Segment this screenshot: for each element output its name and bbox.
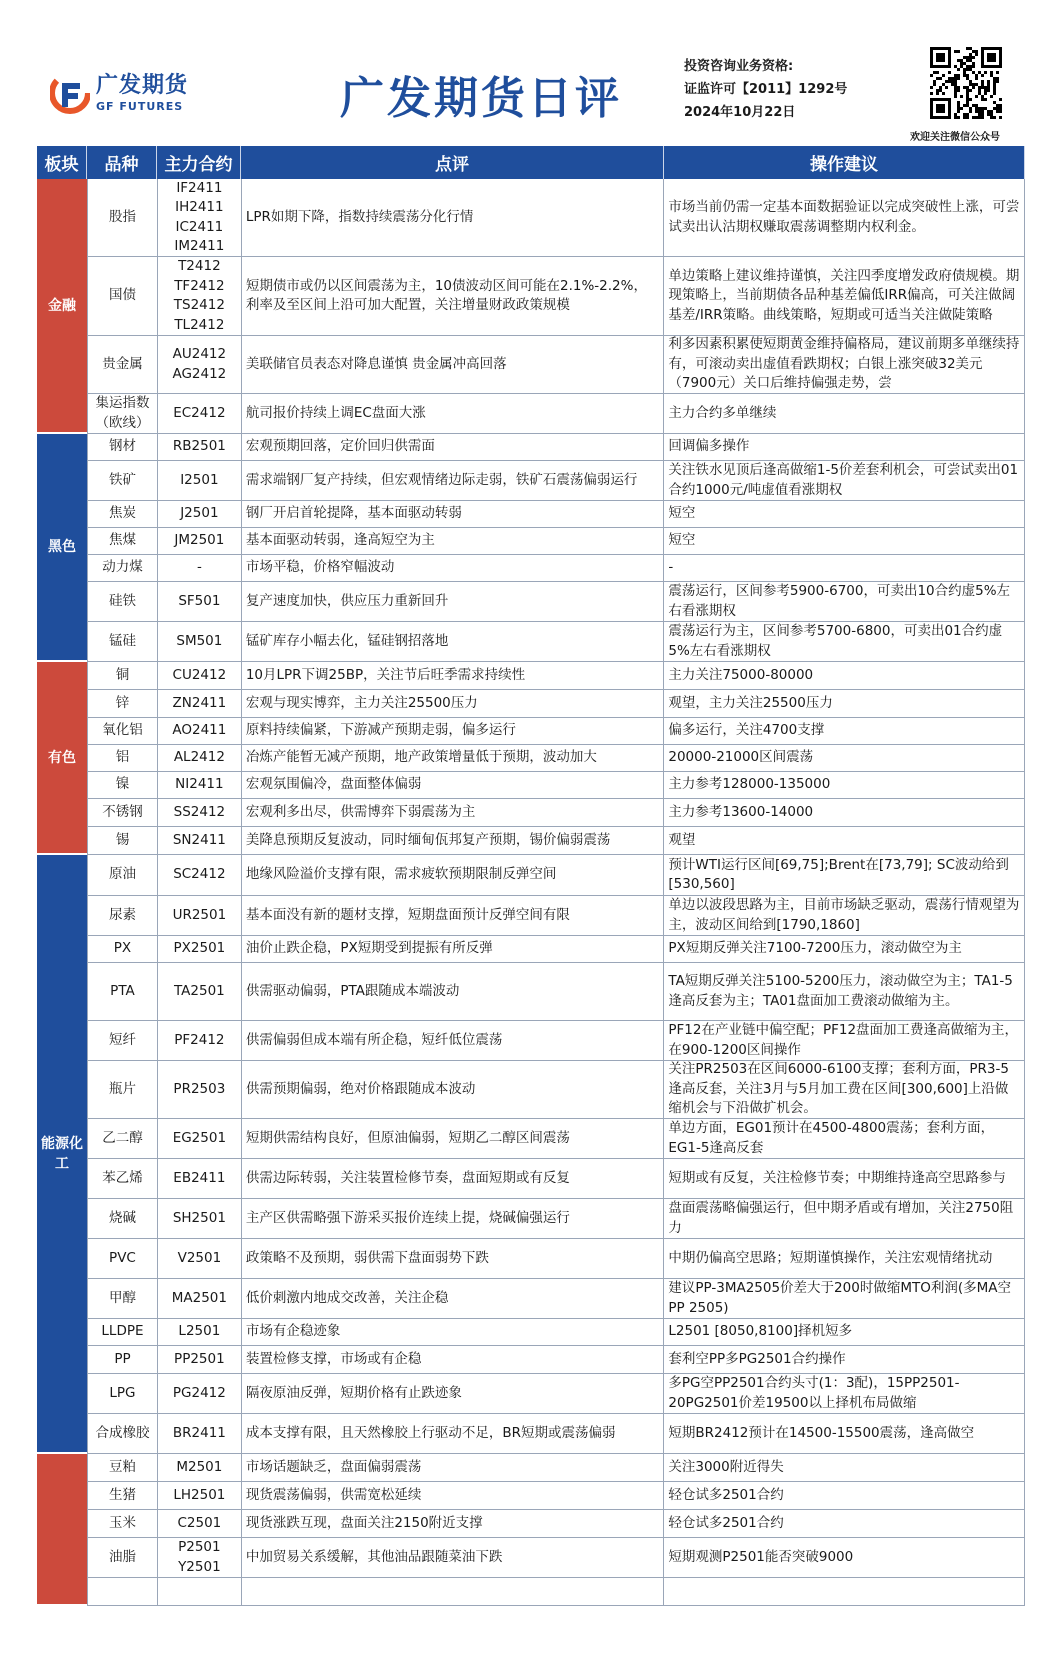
advice-cell: 20000-21000区间震荡 bbox=[663, 745, 1024, 771]
table-row bbox=[87, 772, 1024, 799]
variety-cell: 铁矿 bbox=[87, 461, 157, 500]
variety-cell: 生猪 bbox=[87, 1482, 157, 1509]
variety-cell: 焦炭 bbox=[87, 501, 157, 527]
comment-cell: 中加贸易关系缓解，其他油品跟随菜油下跌 bbox=[241, 1538, 664, 1577]
contract-cell bbox=[157, 1538, 241, 1577]
contract-cell bbox=[157, 582, 241, 621]
variety-cell: 玉米 bbox=[87, 1510, 157, 1537]
contract-code: V2501 bbox=[177, 1249, 222, 1266]
comment-cell: 需求端钢厂复产持续，但宏观情绪边际走弱，铁矿石震荡偏弱运行 bbox=[241, 461, 664, 500]
advice-cell: 观望 bbox=[663, 827, 1024, 854]
contract-cell bbox=[157, 1279, 241, 1318]
contract-code: IC2411 bbox=[175, 218, 224, 235]
contract-code: PX2501 bbox=[173, 940, 226, 957]
daily-review-table bbox=[37, 146, 1025, 1606]
table-body bbox=[37, 179, 1025, 1606]
contract-code: SC2412 bbox=[173, 866, 226, 883]
contract-code: P2501 bbox=[178, 1539, 221, 1555]
variety-cell: 油脂 bbox=[87, 1538, 157, 1577]
contract-code: RB2501 bbox=[172, 438, 226, 455]
wechat-qr-code bbox=[930, 47, 1002, 119]
table-row bbox=[87, 1538, 1024, 1578]
comment-cell: 供需驱动偏弱，PTA跟随成本端波动 bbox=[241, 963, 664, 1020]
report-date: 2024年10月22日 bbox=[684, 105, 796, 120]
contract-cell bbox=[157, 501, 241, 527]
contract-code: AU2412 bbox=[172, 346, 227, 362]
table-row bbox=[87, 1510, 1024, 1538]
contract-cell bbox=[157, 963, 241, 1020]
advice-cell: 观望，主力关注25500压力 bbox=[663, 690, 1024, 717]
contract-code: PF2412 bbox=[174, 1031, 225, 1048]
advice-cell: 主力参考128000-135000 bbox=[663, 772, 1024, 798]
comment-cell bbox=[241, 1578, 664, 1605]
contract-cell bbox=[157, 528, 241, 554]
license-number: 证监许可【2011】1292号 bbox=[684, 82, 848, 97]
comment-cell: 基本面没有新的题材支撑，短期盘面预计反弹空间有限 bbox=[241, 896, 664, 935]
contract-cell bbox=[157, 555, 241, 581]
comment-cell: 宏观预期回落，定价回归供需面 bbox=[241, 434, 664, 460]
contract-cell bbox=[157, 1374, 241, 1413]
contract-cell bbox=[157, 1199, 241, 1238]
variety-cell: 乙二醇 bbox=[87, 1119, 157, 1158]
comment-cell: 市场平稳，价格窄幅波动 bbox=[241, 555, 664, 581]
contract-code: L2501 bbox=[178, 1323, 221, 1340]
comment-cell: 供需预期偏弱，绝对价格跟随成本波动 bbox=[241, 1061, 664, 1118]
variety-cell: PP bbox=[87, 1346, 157, 1373]
comment-cell: 主产区供需略强下游采买报价连续上提，烧碱偏强运行 bbox=[241, 1199, 664, 1238]
contract-code: I2501 bbox=[180, 471, 219, 488]
column-header: 主力合约 bbox=[157, 146, 241, 179]
advice-cell: 盘面震荡略偏强运行，但中期矛盾或有增加，关注2750阻力 bbox=[663, 1199, 1024, 1238]
advice-cell: 短空 bbox=[663, 501, 1024, 527]
contract-cell bbox=[157, 1021, 241, 1060]
contract-code: IH2411 bbox=[175, 199, 224, 215]
contract-cell bbox=[157, 1414, 241, 1453]
table-row bbox=[87, 1454, 1024, 1482]
comment-cell: 钢厂开启首轮提降，基本面驱动转弱 bbox=[241, 501, 664, 527]
table-row bbox=[87, 1279, 1024, 1319]
table-row bbox=[87, 827, 1024, 855]
contract-code: SS2412 bbox=[173, 803, 226, 820]
table-row bbox=[87, 1578, 1024, 1606]
variety-cell: 国债 bbox=[87, 257, 157, 335]
contract-code: PR2503 bbox=[173, 1080, 226, 1097]
contract-cell bbox=[157, 1454, 241, 1481]
table-row bbox=[87, 257, 1024, 336]
table-row bbox=[87, 1021, 1024, 1061]
gf-futures-logo bbox=[50, 68, 210, 118]
contract-code: ZN2411 bbox=[172, 694, 227, 711]
advice-cell: 偏多运行，关注4700支撑 bbox=[663, 718, 1024, 744]
table-row bbox=[87, 555, 1024, 582]
contract-code: EG2501 bbox=[172, 1129, 227, 1146]
table-row bbox=[87, 1061, 1024, 1119]
contract-cell bbox=[157, 936, 241, 962]
contract-cell bbox=[157, 622, 241, 661]
advice-cell: 轻仓试多2501合约 bbox=[663, 1482, 1024, 1509]
table-row bbox=[87, 528, 1024, 555]
contract-cell bbox=[157, 336, 241, 393]
follow-wechat-text: 欢迎关注微信公众号 bbox=[910, 132, 1000, 143]
comment-cell: 地缘风险溢价支撑有限，需求疲软预期限制反弹空间 bbox=[241, 855, 664, 895]
variety-cell: 贵金属 bbox=[87, 336, 157, 393]
variety-cell: PTA bbox=[87, 963, 157, 1020]
variety-cell: 甲醇 bbox=[87, 1279, 157, 1318]
variety-cell: 原油 bbox=[87, 855, 157, 895]
comment-cell: 供需边际转弱，关注装置检修节奏，盘面短期或有反复 bbox=[241, 1159, 664, 1198]
variety-cell bbox=[87, 1578, 157, 1605]
comment-cell: 现货涨跌互现，盘面关注2150附近支撑 bbox=[241, 1510, 664, 1537]
advice-cell: 单边策略上建议维持谨慎，关注四季度增发政府债规模。期现策略上，当前期债各品种基差偏低IRR偏高，可关注做阔基差/IRR策略。曲线策略，短期或可适当关注做陡策略 bbox=[663, 257, 1024, 335]
comment-cell: 基本面驱动转弱，逢高短空为主 bbox=[241, 528, 664, 554]
contract-cell bbox=[157, 1319, 241, 1345]
sector-label: 黑色 bbox=[37, 434, 87, 662]
variety-cell: 锰硅 bbox=[87, 622, 157, 661]
variety-cell: 硅铁 bbox=[87, 582, 157, 621]
comment-cell: 短期债市或仍以区间震荡为主，10债波动区间可能在2.1%-2.2%，利率及至区间上沿可加大配置，关注增量财政政策规模 bbox=[241, 257, 664, 335]
contract-code: J2501 bbox=[180, 505, 219, 522]
variety-cell: 合成橡胶 bbox=[87, 1414, 157, 1453]
variety-cell: 镍 bbox=[87, 772, 157, 798]
advice-cell: L2501 [8050,8100]择机短多 bbox=[663, 1319, 1024, 1345]
advice-cell: 震荡运行为主，区间参考5700-6800，可卖出01合约虚5%左右看涨期权 bbox=[663, 622, 1024, 661]
variety-cell: 股指 bbox=[87, 179, 157, 256]
comment-cell: 油价止跌企稳，PX短期受到提振有所反弹 bbox=[241, 936, 664, 962]
contract-code: TF2412 bbox=[174, 277, 225, 294]
contract-code: SH2501 bbox=[172, 1209, 226, 1226]
contract-code: TA2501 bbox=[173, 982, 225, 999]
advice-cell: 主力参考13600-14000 bbox=[663, 799, 1024, 826]
rows-column bbox=[87, 179, 1025, 1606]
comment-cell: 成本支撑有限，且天然橡胶上行驱动不足，BR短期或震荡偏弱 bbox=[241, 1414, 664, 1453]
contract-cell bbox=[157, 1578, 241, 1605]
contract-code: NI2411 bbox=[175, 776, 224, 793]
variety-cell: 尿素 bbox=[87, 896, 157, 935]
contract-cell bbox=[157, 1159, 241, 1198]
comment-cell: 美降息预期反复波动，同时缅甸佤邦复产预期，锡价偏弱震荡 bbox=[241, 827, 664, 854]
comment-cell: 美联储官员表态对降息谨慎 贵金属冲高回落 bbox=[241, 336, 664, 393]
table-row bbox=[87, 1414, 1024, 1454]
table-row bbox=[87, 179, 1024, 257]
comment-cell: 原料持续偏紧，下游减产预期走弱，偏多运行 bbox=[241, 718, 664, 744]
advice-cell: 短期或有反复，关注检修节奏；中期维持逢高空思路参与 bbox=[663, 1159, 1024, 1198]
comment-cell: 10月LPR下调25BP，关注节后旺季需求持续性 bbox=[241, 662, 664, 689]
variety-cell: 短纤 bbox=[87, 1021, 157, 1060]
variety-cell: 不锈钢 bbox=[87, 799, 157, 826]
column-header: 操作建议 bbox=[664, 146, 1025, 179]
advice-cell: 关注铁水见顶后逢高做缩1-5价差套利机会，可尝试卖出01合约1000元/吨虚值看涨期权 bbox=[663, 461, 1024, 500]
advice-cell: PX短期反弹关注7100-7200压力，滚动做空为主 bbox=[663, 936, 1024, 962]
advice-cell: 主力合约多单继续 bbox=[663, 394, 1024, 433]
table-row bbox=[87, 936, 1024, 963]
comment-cell: 装置检修支撑，市场或有企稳 bbox=[241, 1346, 664, 1373]
comment-cell: 宏观氛围偏冷，盘面整体偏弱 bbox=[241, 772, 664, 798]
contract-cell bbox=[157, 1346, 241, 1373]
contract-cell bbox=[157, 799, 241, 826]
variety-cell: 锌 bbox=[87, 690, 157, 717]
table-row bbox=[87, 963, 1024, 1021]
logo-english-name: GF FUTURES bbox=[96, 99, 184, 113]
table-row bbox=[87, 1199, 1024, 1239]
variety-cell: 瓶片 bbox=[87, 1061, 157, 1118]
sector-label bbox=[37, 1454, 87, 1606]
table-row bbox=[87, 1159, 1024, 1199]
variety-cell: 苯乙烯 bbox=[87, 1159, 157, 1198]
comment-cell: 航司报价持续上调EC盘面大涨 bbox=[241, 394, 664, 433]
contract-code: UR2501 bbox=[172, 906, 227, 923]
advice-cell: 短期观测P2501能否突破9000 bbox=[663, 1538, 1024, 1577]
variety-cell: PX bbox=[87, 936, 157, 962]
advice-cell: 单边方面，EG01预计在4500-4800震荡；套利方面，EG1-5逢高反套 bbox=[663, 1119, 1024, 1158]
contract-code: Y2501 bbox=[178, 1558, 221, 1575]
contract-code: LH2501 bbox=[173, 1486, 226, 1503]
advice-cell: 多PG空PP2501合约头寸(1：3配)，15PP2501-20PG2501价差19500以上择机布局做缩 bbox=[663, 1374, 1024, 1413]
comment-cell: 市场有企稳迹象 bbox=[241, 1319, 664, 1345]
table-row bbox=[87, 622, 1024, 662]
advice-cell: 主力关注75000-80000 bbox=[663, 662, 1024, 689]
comment-cell: LPR如期下降，指数持续震荡分化行情 bbox=[241, 179, 664, 256]
contract-cell bbox=[157, 257, 241, 335]
table-row bbox=[87, 1374, 1024, 1414]
column-header: 板块 bbox=[37, 146, 87, 179]
contract-cell bbox=[157, 1239, 241, 1278]
column-header: 品种 bbox=[87, 146, 157, 179]
variety-cell: 铜 bbox=[87, 662, 157, 689]
contract-code: TL2412 bbox=[174, 316, 225, 333]
table-row bbox=[87, 1482, 1024, 1510]
comment-cell: 供需偏弱但成本端有所企稳，短纤低位震荡 bbox=[241, 1021, 664, 1060]
table-row bbox=[87, 745, 1024, 772]
contract-code: BR2411 bbox=[172, 1424, 226, 1441]
advice-cell bbox=[663, 1578, 1024, 1605]
variety-cell: 集运指数（欧线） bbox=[87, 394, 157, 433]
variety-cell: 焦煤 bbox=[87, 528, 157, 554]
contract-cell bbox=[157, 394, 241, 433]
sector-label: 有色 bbox=[37, 662, 87, 855]
contract-code: TS2412 bbox=[173, 297, 225, 313]
contract-cell bbox=[157, 827, 241, 854]
advice-cell: 单边以波段思路为主，目前市场缺乏驱动，震荡行情观望为主，波动区间给到[1790,1860] bbox=[663, 896, 1024, 935]
contract-code: EB2411 bbox=[173, 1169, 226, 1186]
variety-cell: PVC bbox=[87, 1239, 157, 1278]
advice-cell: 套利空PP多PG2501合约操作 bbox=[663, 1346, 1024, 1373]
contract-code: EC2412 bbox=[173, 404, 226, 421]
advice-cell: 轻仓试多2501合约 bbox=[663, 1510, 1024, 1537]
advice-cell: 短空 bbox=[663, 528, 1024, 554]
contract-code: MA2501 bbox=[171, 1289, 227, 1306]
contract-cell bbox=[157, 772, 241, 798]
contract-cell bbox=[157, 1482, 241, 1509]
advice-cell: 建议PP-3MA2505价差大于200时做缩MTO利润(多MA空PP 2505) bbox=[663, 1279, 1024, 1318]
page-title: 广发期货日评 bbox=[340, 73, 622, 124]
qualification-label: 投资咨询业务资格: bbox=[684, 59, 794, 74]
comment-cell: 宏观与现实博弈，主力关注25500压力 bbox=[241, 690, 664, 717]
contract-code: SF501 bbox=[178, 592, 221, 609]
table-header bbox=[37, 146, 1025, 179]
comment-cell: 政策略不及预期，弱供需下盘面弱势下跌 bbox=[241, 1239, 664, 1278]
contract-code: IM2411 bbox=[174, 238, 225, 254]
report-header bbox=[0, 0, 1063, 145]
column-header: 点评 bbox=[241, 146, 664, 179]
comment-cell: 复产速度加快，供应压力重新回升 bbox=[241, 582, 664, 621]
contract-code: IF2411 bbox=[176, 179, 223, 196]
table-row bbox=[87, 1119, 1024, 1159]
variety-cell: 烧碱 bbox=[87, 1199, 157, 1238]
sector-label: 能源化工 bbox=[37, 855, 87, 1454]
comment-cell: 市场话题缺乏，盘面偏弱震荡 bbox=[241, 1454, 664, 1481]
advice-cell: 市场当前仍需一定基本面数据验证以完成突破性上涨，可尝试卖出认沽期权赚取震荡调整期内权利金。 bbox=[663, 179, 1024, 256]
advice-cell: 关注3000附近得失 bbox=[663, 1454, 1024, 1481]
contract-cell bbox=[157, 662, 241, 689]
table-row bbox=[87, 434, 1024, 461]
advice-cell: PF12在产业链中偏空配；PF12盘面加工费逢高做缩为主，在900-1200区间操作 bbox=[663, 1021, 1024, 1060]
contract-code: AG2412 bbox=[172, 365, 227, 382]
contract-cell bbox=[157, 179, 241, 256]
contract-cell bbox=[157, 1119, 241, 1158]
table-row bbox=[87, 582, 1024, 622]
advice-cell: 短期BR2412预计在14500-15500震荡，逢高做空 bbox=[663, 1414, 1024, 1453]
contract-cell bbox=[157, 1061, 241, 1118]
advice-cell: 关注PR2503在区间6000-6100支撑；套利方面，PR3-5逢高反套，关注3月与5月加工费在区间[300,600]上沿做缩机会与下沿做扩机会。 bbox=[663, 1061, 1024, 1118]
comment-cell: 冶炼产能暂无减产预期，地产政策增量低于预期，波动加大 bbox=[241, 745, 664, 771]
table-row bbox=[87, 1346, 1024, 1374]
table-row bbox=[87, 501, 1024, 528]
contract-code: C2501 bbox=[177, 1514, 222, 1531]
variety-cell: 氧化铝 bbox=[87, 718, 157, 744]
advice-cell: 中期仍偏高空思路；短期谨慎操作，关注宏观情绪扰动 bbox=[663, 1239, 1024, 1278]
contract-code: AO2411 bbox=[172, 722, 227, 739]
variety-cell: LLDPE bbox=[87, 1319, 157, 1345]
variety-cell: 动力煤 bbox=[87, 555, 157, 581]
sector-column bbox=[37, 179, 87, 1606]
contract-code: JM2501 bbox=[174, 532, 225, 549]
contract-code: AL2412 bbox=[173, 749, 225, 766]
comment-cell: 隔夜原油反弹，短期价格有止跌迹象 bbox=[241, 1374, 664, 1413]
advice-cell: 震荡运行，区间参考5900-6700，可卖出10合约虚5%左右看涨期权 bbox=[663, 582, 1024, 621]
contract-cell bbox=[157, 745, 241, 771]
variety-cell: 锡 bbox=[87, 827, 157, 854]
table-row bbox=[87, 394, 1024, 434]
advice-cell: - bbox=[663, 555, 1024, 581]
variety-cell: 钢材 bbox=[87, 434, 157, 460]
comment-cell: 低价刺激内地成交改善，关注企稳 bbox=[241, 1279, 664, 1318]
table-row bbox=[87, 662, 1024, 690]
advice-cell: 利多因素积累使短期黄金维持偏格局，建议前期多单继续持有，可滚动卖出虚值看跌期权；白银上涨突破32美元（7900元）关口后维持偏强走势，尝 bbox=[663, 336, 1024, 393]
contract-code: SM501 bbox=[176, 632, 223, 649]
table-row bbox=[87, 690, 1024, 718]
contract-cell bbox=[157, 690, 241, 717]
advice-cell: 预计WTI运行区间[69,75];Brent在[73,79]; SC波动给到[530,560] bbox=[663, 855, 1024, 895]
table-row bbox=[87, 1319, 1024, 1346]
table-row bbox=[87, 718, 1024, 745]
contract-cell bbox=[157, 855, 241, 895]
contract-code: M2501 bbox=[176, 1458, 223, 1475]
contract-code: PP2501 bbox=[174, 1350, 225, 1367]
contract-code: SN2411 bbox=[172, 831, 226, 848]
comment-cell: 短期供需结构良好，但原油偏弱，短期乙二醇区间震荡 bbox=[241, 1119, 664, 1158]
comment-cell: 宏观利多出尽，供需博弈下弱震荡为主 bbox=[241, 799, 664, 826]
comment-cell: 现货震荡偏弱，供需宽松延续 bbox=[241, 1482, 664, 1509]
logo-chinese-name: 广发期货 bbox=[96, 72, 189, 98]
table-row bbox=[87, 336, 1024, 394]
contract-cell bbox=[157, 1510, 241, 1537]
table-row bbox=[87, 461, 1024, 501]
table-row bbox=[87, 855, 1024, 896]
contract-cell bbox=[157, 461, 241, 500]
contract-cell bbox=[157, 718, 241, 744]
contract-cell bbox=[157, 434, 241, 460]
advice-cell: 回调偏多操作 bbox=[663, 434, 1024, 460]
variety-cell: LPG bbox=[87, 1374, 157, 1413]
variety-cell: 铝 bbox=[87, 745, 157, 771]
table-row bbox=[87, 1239, 1024, 1279]
variety-cell: 豆粕 bbox=[87, 1454, 157, 1481]
contract-code: PG2412 bbox=[172, 1384, 226, 1401]
gf-logo-icon bbox=[50, 71, 90, 115]
contract-cell bbox=[157, 896, 241, 935]
advice-cell: TA短期反弹关注5100-5200压力，滚动做空为主；TA1-5逢高反套为主；TA01盘面加工费滚动做缩为主。 bbox=[663, 963, 1024, 1020]
sector-label: 金融 bbox=[37, 179, 87, 434]
table-row bbox=[87, 896, 1024, 936]
qualification-info bbox=[684, 55, 847, 124]
table-row bbox=[87, 799, 1024, 827]
contract-code: - bbox=[196, 559, 202, 576]
comment-cell: 锰矿库存小幅去化，锰硅钢招落地 bbox=[241, 622, 664, 661]
contract-code: T2412 bbox=[178, 258, 221, 274]
contract-code: CU2412 bbox=[172, 666, 227, 683]
